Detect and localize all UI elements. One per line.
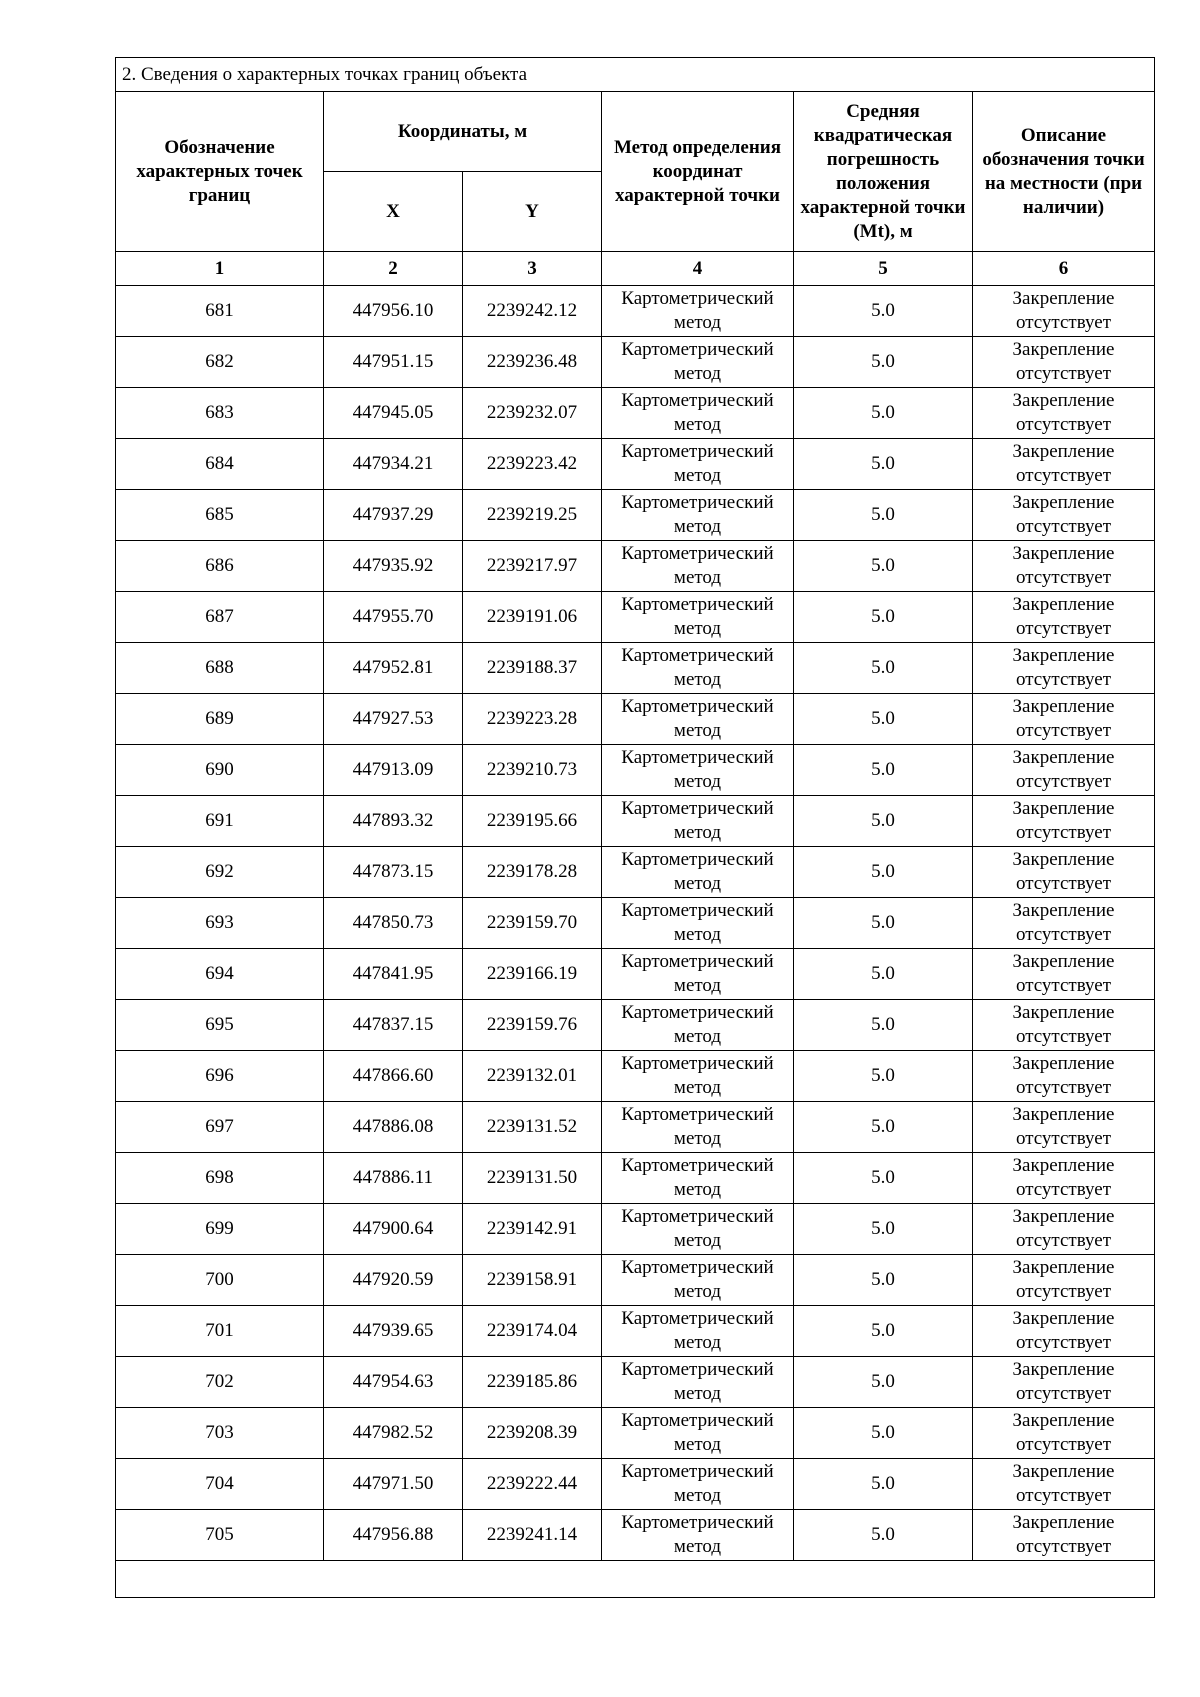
table-row	[116, 1204, 1155, 1255]
description-cell-line: Закрепление	[1012, 696, 1115, 717]
method-cell-line: метод	[673, 1434, 722, 1455]
method-cell-line: метод	[673, 1026, 722, 1047]
description-cell-line: отсутствует	[1015, 1230, 1112, 1251]
description-cell	[973, 1102, 1155, 1153]
description-cell-line: Закрепление	[1012, 849, 1115, 870]
description-cell	[973, 1051, 1155, 1102]
coord-y-cell: 2239232.07	[463, 388, 602, 439]
method-cell-line: метод	[673, 924, 722, 945]
coord-x-cell: 447886.08	[324, 1102, 463, 1153]
point-id-cell: 705	[116, 1510, 324, 1561]
coord-x-cell: 447982.52	[324, 1408, 463, 1459]
method-cell-line: Картометрический	[621, 1002, 774, 1023]
error-cell: 5.0	[794, 1153, 973, 1204]
method-cell	[602, 1408, 794, 1459]
method-cell-line: Картометрический	[621, 849, 774, 870]
description-cell	[973, 898, 1155, 949]
method-cell	[602, 337, 794, 388]
point-id-cell: 696	[116, 1051, 324, 1102]
method-cell-line: метод	[673, 975, 722, 996]
description-cell-line: Закрепление	[1012, 1512, 1115, 1533]
method-cell	[602, 1204, 794, 1255]
description-cell-line: Закрепление	[1012, 543, 1115, 564]
error-cell: 5.0	[794, 1459, 973, 1510]
table-row	[116, 847, 1155, 898]
error-cell: 5.0	[794, 541, 973, 592]
method-cell-line: Картометрический	[621, 900, 774, 921]
table-row	[116, 949, 1155, 1000]
coord-x-cell: 447900.64	[324, 1204, 463, 1255]
description-cell	[973, 847, 1155, 898]
description-cell-line: отсутствует	[1015, 1179, 1112, 1200]
method-cell	[602, 847, 794, 898]
description-cell-line: Закрепление	[1012, 594, 1115, 615]
coord-x-cell: 447945.05	[324, 388, 463, 439]
description-cell	[973, 643, 1155, 694]
error-cell: 5.0	[794, 1204, 973, 1255]
description-cell	[973, 745, 1155, 796]
method-cell	[602, 592, 794, 643]
method-cell-line: метод	[673, 720, 722, 741]
coord-x-cell: 447886.11	[324, 1153, 463, 1204]
description-cell-line: Закрепление	[1012, 1461, 1115, 1482]
method-cell-line: Картометрический	[621, 1155, 774, 1176]
boundary-points-table	[115, 57, 1155, 1598]
coord-x-cell: 447920.59	[324, 1255, 463, 1306]
point-id-cell: 691	[116, 796, 324, 847]
method-cell-line: Картометрический	[621, 1104, 774, 1125]
description-cell-line: Закрепление	[1012, 339, 1115, 360]
column-number: 6	[973, 252, 1155, 286]
column-numbers-row	[116, 252, 1155, 286]
table-row	[116, 592, 1155, 643]
table-row	[116, 286, 1155, 337]
column-number: 5	[794, 252, 973, 286]
method-cell	[602, 1153, 794, 1204]
table-row	[116, 388, 1155, 439]
point-id-cell: 698	[116, 1153, 324, 1204]
description-cell-line: отсутствует	[1015, 924, 1112, 945]
error-cell: 5.0	[794, 1102, 973, 1153]
method-cell	[602, 286, 794, 337]
description-cell-line: Закрепление	[1012, 900, 1115, 921]
error-cell: 5.0	[794, 1357, 973, 1408]
description-cell-line: отсутствует	[1015, 618, 1112, 639]
description-cell-line: отсутствует	[1015, 363, 1112, 384]
method-cell-line: Картометрический	[621, 1308, 774, 1329]
description-cell-line: отсутствует	[1015, 771, 1112, 792]
error-cell: 5.0	[794, 949, 973, 1000]
method-cell	[602, 1459, 794, 1510]
method-cell-line: Картометрический	[621, 1359, 774, 1380]
description-cell-line: Закрепление	[1012, 1206, 1115, 1227]
method-cell	[602, 1000, 794, 1051]
error-cell: 5.0	[794, 745, 973, 796]
description-cell-line: Закрепление	[1012, 747, 1115, 768]
method-cell-line: Картометрический	[621, 492, 774, 513]
coord-x-cell: 447937.29	[324, 490, 463, 541]
description-cell-line: Закрепление	[1012, 390, 1115, 411]
point-id-cell: 693	[116, 898, 324, 949]
description-cell-line: отсутствует	[1015, 1434, 1112, 1455]
point-id-cell: 704	[116, 1459, 324, 1510]
coord-x-cell: 447939.65	[324, 1306, 463, 1357]
table-row	[116, 1408, 1155, 1459]
error-cell: 5.0	[794, 898, 973, 949]
table-row	[116, 337, 1155, 388]
method-cell-line: метод	[673, 1128, 722, 1149]
description-cell	[973, 796, 1155, 847]
coord-x-cell: 447954.63	[324, 1357, 463, 1408]
point-id-cell: 681	[116, 286, 324, 337]
description-cell-line: отсутствует	[1015, 873, 1112, 894]
point-id-cell: 690	[116, 745, 324, 796]
column-number: 2	[324, 252, 463, 286]
method-cell-line: метод	[673, 1536, 722, 1557]
description-cell-line: отсутствует	[1015, 1383, 1112, 1404]
coord-y-cell: 2239223.28	[463, 694, 602, 745]
error-cell: 5.0	[794, 1306, 973, 1357]
coord-y-cell: 2239159.70	[463, 898, 602, 949]
method-cell-line: Картометрический	[621, 1053, 774, 1074]
coord-y-cell: 2239178.28	[463, 847, 602, 898]
description-cell-line: отсутствует	[1015, 567, 1112, 588]
coord-x-cell: 447935.92	[324, 541, 463, 592]
method-cell-line: Картометрический	[621, 594, 774, 615]
coord-x-cell: 447866.60	[324, 1051, 463, 1102]
method-cell	[602, 694, 794, 745]
coord-y-cell: 2239217.97	[463, 541, 602, 592]
coord-y-cell: 2239131.52	[463, 1102, 602, 1153]
table-row	[116, 1153, 1155, 1204]
header-description: Описание обозначения точки на местности (при наличии)	[973, 92, 1155, 252]
description-cell-line: отсутствует	[1015, 720, 1112, 741]
coord-y-cell: 2239166.19	[463, 949, 602, 1000]
point-id-cell: 682	[116, 337, 324, 388]
description-cell-line: Закрепление	[1012, 1155, 1115, 1176]
empty-footer-row	[116, 1561, 1155, 1598]
description-cell-line: отсутствует	[1015, 1485, 1112, 1506]
point-id-cell: 684	[116, 439, 324, 490]
point-id-cell: 701	[116, 1306, 324, 1357]
coord-x-cell: 447955.70	[324, 592, 463, 643]
method-cell	[602, 1102, 794, 1153]
point-id-cell: 697	[116, 1102, 324, 1153]
method-cell-line: метод	[673, 771, 722, 792]
description-cell	[973, 541, 1155, 592]
empty-footer-cell	[116, 1561, 1155, 1598]
method-cell	[602, 1510, 794, 1561]
coord-x-cell: 447913.09	[324, 745, 463, 796]
table-row	[116, 898, 1155, 949]
coord-x-cell: 447956.10	[324, 286, 463, 337]
description-cell-line: отсутствует	[1015, 1026, 1112, 1047]
method-cell	[602, 745, 794, 796]
error-cell: 5.0	[794, 1408, 973, 1459]
coord-x-cell: 447934.21	[324, 439, 463, 490]
description-cell-line: Закрепление	[1012, 951, 1115, 972]
method-cell	[602, 796, 794, 847]
description-cell	[973, 1459, 1155, 1510]
error-cell: 5.0	[794, 847, 973, 898]
description-cell-line: Закрепление	[1012, 1104, 1115, 1125]
description-cell	[973, 439, 1155, 490]
description-cell-line: Закрепление	[1012, 492, 1115, 513]
method-cell-line: метод	[673, 567, 722, 588]
description-cell-line: отсутствует	[1015, 1077, 1112, 1098]
point-id-cell: 688	[116, 643, 324, 694]
method-cell	[602, 541, 794, 592]
description-cell	[973, 592, 1155, 643]
error-cell: 5.0	[794, 1510, 973, 1561]
method-cell-line: Картометрический	[621, 339, 774, 360]
coord-y-cell: 2239195.66	[463, 796, 602, 847]
method-cell-line: метод	[673, 1179, 722, 1200]
description-cell	[973, 1204, 1155, 1255]
table-row	[116, 1255, 1155, 1306]
table-row	[116, 439, 1155, 490]
section-title: 2. Сведения о характерных точках границ объекта	[116, 58, 1155, 92]
method-cell-line: Картометрический	[621, 390, 774, 411]
method-cell-line: Картометрический	[621, 1461, 774, 1482]
method-cell-line: Картометрический	[621, 543, 774, 564]
description-cell-line: отсутствует	[1015, 669, 1112, 690]
coord-y-cell: 2239236.48	[463, 337, 602, 388]
method-cell-line: метод	[673, 1485, 722, 1506]
method-cell-line: Картометрический	[621, 696, 774, 717]
error-cell: 5.0	[794, 388, 973, 439]
coord-y-cell: 2239208.39	[463, 1408, 602, 1459]
description-cell-line: отсутствует	[1015, 414, 1112, 435]
method-cell	[602, 439, 794, 490]
method-cell-line: метод	[673, 1332, 722, 1353]
point-id-cell: 683	[116, 388, 324, 439]
method-cell	[602, 643, 794, 694]
points-body	[116, 286, 1155, 1561]
coord-y-cell: 2239131.50	[463, 1153, 602, 1204]
method-cell-line: метод	[673, 465, 722, 486]
point-id-cell: 687	[116, 592, 324, 643]
error-cell: 5.0	[794, 1000, 973, 1051]
description-cell	[973, 694, 1155, 745]
method-cell-line: метод	[673, 618, 722, 639]
description-cell-line: отсутствует	[1015, 1332, 1112, 1353]
table-row	[116, 643, 1155, 694]
description-cell	[973, 1357, 1155, 1408]
method-cell	[602, 1255, 794, 1306]
method-cell-line: Картометрический	[621, 951, 774, 972]
method-cell-line: метод	[673, 1077, 722, 1098]
header-point: Обозначение характерных точек границ	[116, 92, 324, 252]
method-cell-line: Картометрический	[621, 1410, 774, 1431]
column-number: 3	[463, 252, 602, 286]
coord-x-cell: 447850.73	[324, 898, 463, 949]
point-id-cell: 702	[116, 1357, 324, 1408]
method-cell-line: метод	[673, 822, 722, 843]
description-cell-line: Закрепление	[1012, 645, 1115, 666]
method-cell-line: метод	[673, 1230, 722, 1251]
description-cell-line: отсутствует	[1015, 312, 1112, 333]
column-number: 4	[602, 252, 794, 286]
description-cell	[973, 1510, 1155, 1561]
description-cell-line: Закрепление	[1012, 1053, 1115, 1074]
point-id-cell: 695	[116, 1000, 324, 1051]
error-cell: 5.0	[794, 592, 973, 643]
coord-y-cell: 2239219.25	[463, 490, 602, 541]
method-cell	[602, 1357, 794, 1408]
method-cell-line: метод	[673, 516, 722, 537]
coord-y-cell: 2239158.91	[463, 1255, 602, 1306]
description-cell-line: Закрепление	[1012, 1257, 1115, 1278]
description-cell-line: Закрепление	[1012, 441, 1115, 462]
header-error: Средняя квадратическая погрешность положения характерной точки (Mt), м	[794, 92, 973, 252]
coord-x-cell: 447952.81	[324, 643, 463, 694]
table-row	[116, 490, 1155, 541]
point-id-cell: 700	[116, 1255, 324, 1306]
coord-x-cell: 447893.32	[324, 796, 463, 847]
method-cell-line: Картометрический	[621, 288, 774, 309]
point-id-cell: 689	[116, 694, 324, 745]
description-cell	[973, 1153, 1155, 1204]
method-cell-line: Картометрический	[621, 645, 774, 666]
point-id-cell: 703	[116, 1408, 324, 1459]
method-cell-line: Картометрический	[621, 1512, 774, 1533]
description-cell-line: отсутствует	[1015, 465, 1112, 486]
method-cell-line: метод	[673, 312, 722, 333]
description-cell-line: отсутствует	[1015, 822, 1112, 843]
header-y: Y	[463, 172, 602, 252]
coord-y-cell: 2239159.76	[463, 1000, 602, 1051]
method-cell-line: Картометрический	[621, 747, 774, 768]
description-cell	[973, 1255, 1155, 1306]
error-cell: 5.0	[794, 337, 973, 388]
table-row	[116, 1510, 1155, 1561]
error-cell: 5.0	[794, 796, 973, 847]
header-method: Метод определения координат характерной точки	[602, 92, 794, 252]
table-row	[116, 694, 1155, 745]
description-cell-line: отсутствует	[1015, 1281, 1112, 1302]
coord-y-cell: 2239188.37	[463, 643, 602, 694]
description-cell-line: отсутствует	[1015, 1536, 1112, 1557]
error-cell: 5.0	[794, 490, 973, 541]
description-cell	[973, 337, 1155, 388]
error-cell: 5.0	[794, 1255, 973, 1306]
description-cell	[973, 286, 1155, 337]
table-row	[116, 1357, 1155, 1408]
error-cell: 5.0	[794, 1051, 973, 1102]
table-row	[116, 1102, 1155, 1153]
table-row	[116, 541, 1155, 592]
method-cell-line: Картометрический	[621, 798, 774, 819]
method-cell	[602, 1306, 794, 1357]
description-cell-line: отсутствует	[1015, 1128, 1112, 1149]
table-row	[116, 1000, 1155, 1051]
method-cell-line: метод	[673, 873, 722, 894]
table-row	[116, 1459, 1155, 1510]
method-cell-line: метод	[673, 1383, 722, 1404]
description-cell	[973, 949, 1155, 1000]
method-cell-line: метод	[673, 1281, 722, 1302]
point-id-cell: 694	[116, 949, 324, 1000]
description-cell-line: отсутствует	[1015, 975, 1112, 996]
description-cell	[973, 490, 1155, 541]
coord-x-cell: 447837.15	[324, 1000, 463, 1051]
method-cell	[602, 898, 794, 949]
coord-y-cell: 2239241.14	[463, 1510, 602, 1561]
description-cell	[973, 1408, 1155, 1459]
coord-x-cell: 447971.50	[324, 1459, 463, 1510]
method-cell	[602, 388, 794, 439]
description-cell	[973, 1306, 1155, 1357]
coord-y-cell: 2239132.01	[463, 1051, 602, 1102]
description-cell-line: Закрепление	[1012, 1359, 1115, 1380]
method-cell	[602, 1051, 794, 1102]
coord-y-cell: 2239174.04	[463, 1306, 602, 1357]
method-cell-line: Картометрический	[621, 1206, 774, 1227]
method-cell	[602, 490, 794, 541]
point-id-cell: 692	[116, 847, 324, 898]
coord-y-cell: 2239185.86	[463, 1357, 602, 1408]
description-cell-line: отсутствует	[1015, 516, 1112, 537]
description-cell	[973, 1000, 1155, 1051]
description-cell-line: Закрепление	[1012, 1308, 1115, 1329]
coord-x-cell: 447873.15	[324, 847, 463, 898]
table-row	[116, 1051, 1155, 1102]
coord-x-cell: 447951.15	[324, 337, 463, 388]
method-cell-line: Картометрический	[621, 1257, 774, 1278]
coord-x-cell: 447841.95	[324, 949, 463, 1000]
error-cell: 5.0	[794, 694, 973, 745]
description-cell-line: Закрепление	[1012, 1410, 1115, 1431]
header-coords: Координаты, м	[324, 92, 602, 172]
error-cell: 5.0	[794, 643, 973, 694]
point-id-cell: 686	[116, 541, 324, 592]
description-cell-line: Закрепление	[1012, 1002, 1115, 1023]
method-cell-line: метод	[673, 414, 722, 435]
error-cell: 5.0	[794, 286, 973, 337]
coord-x-cell: 447956.88	[324, 1510, 463, 1561]
description-cell	[973, 388, 1155, 439]
coord-y-cell: 2239191.06	[463, 592, 602, 643]
table-row	[116, 745, 1155, 796]
coord-x-cell: 447927.53	[324, 694, 463, 745]
column-number: 1	[116, 252, 324, 286]
method-cell	[602, 949, 794, 1000]
table-row	[116, 1306, 1155, 1357]
method-cell-line: Картометрический	[621, 441, 774, 462]
method-cell-line: метод	[673, 669, 722, 690]
description-cell-line: Закрепление	[1012, 288, 1115, 309]
table-row	[116, 796, 1155, 847]
coord-y-cell: 2239242.12	[463, 286, 602, 337]
method-cell-line: метод	[673, 363, 722, 384]
description-cell-line: Закрепление	[1012, 798, 1115, 819]
coord-y-cell: 2239222.44	[463, 1459, 602, 1510]
error-cell: 5.0	[794, 439, 973, 490]
coord-y-cell: 2239142.91	[463, 1204, 602, 1255]
coord-y-cell: 2239210.73	[463, 745, 602, 796]
point-id-cell: 699	[116, 1204, 324, 1255]
point-id-cell: 685	[116, 490, 324, 541]
header-x: X	[324, 172, 463, 252]
coord-y-cell: 2239223.42	[463, 439, 602, 490]
